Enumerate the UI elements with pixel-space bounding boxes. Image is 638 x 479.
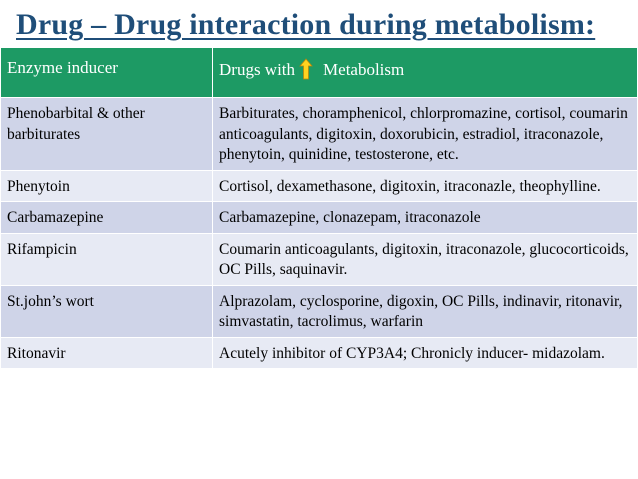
table-row bbox=[1, 170, 638, 202]
inducer-cell: Rifampicin bbox=[1, 233, 213, 285]
drug-interaction-table bbox=[0, 47, 638, 369]
drugs-cell: Cortisol, dexamethasone, digitoxin, itraconazle, theophylline. bbox=[213, 170, 638, 202]
inducer-cell: Phenytoin bbox=[1, 170, 213, 202]
inducer-cell: St.john’s wort bbox=[1, 285, 213, 337]
page-title: Drug – Drug interaction during metabolism: bbox=[16, 8, 596, 41]
inducer-cell: Phenobarbital & other barbiturates bbox=[1, 98, 213, 171]
drugs-cell: Carbamazepine, clonazepam, itraconazole bbox=[213, 202, 638, 234]
header-metabolism-label: Metabolism bbox=[323, 60, 405, 79]
table-row bbox=[1, 337, 638, 369]
drugs-cell: Acutely inhibitor of CYP3A4; Chronicly inducer- midazolam. bbox=[213, 337, 638, 369]
drugs-cell: Barbiturates, choramphenicol, chlorpromazine, cortisol, coumarin anticoagulants, digitoxin, doxorubicin, estradiol, itraconazole, phenytoin, quinidine, testosterone, etc. bbox=[213, 98, 638, 171]
header-enzyme-inducer: Enzyme inducer bbox=[1, 48, 213, 98]
header-drugs-with-label: Drugs with bbox=[219, 60, 296, 79]
up-arrow-icon bbox=[299, 58, 313, 80]
table-header-row bbox=[1, 48, 638, 98]
table-row bbox=[1, 98, 638, 171]
table-row bbox=[1, 285, 638, 337]
drugs-cell: Coumarin anticoagulants, digitoxin, itraconazole, glucocorticoids, OC Pills, saquinavir. bbox=[213, 233, 638, 285]
table-row bbox=[1, 202, 638, 234]
drugs-cell: Alprazolam, cyclosporine, digoxin, OC Pills, indinavir, ritonavir, simvastatin, tacrolimus, warfarin bbox=[213, 285, 638, 337]
inducer-cell: Ritonavir bbox=[1, 337, 213, 369]
table-row bbox=[1, 233, 638, 285]
header-drugs-increased-metabolism bbox=[213, 48, 638, 98]
inducer-cell: Carbamazepine bbox=[1, 202, 213, 234]
